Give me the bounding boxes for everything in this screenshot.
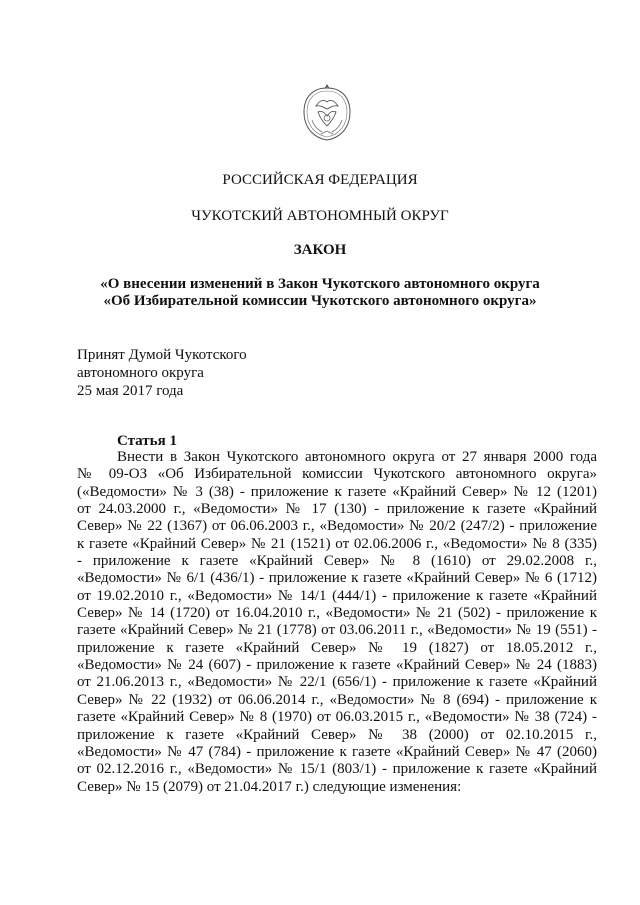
article-body-line: Север» № 15 (2079) от 21.04.2017 г.) следующие изменения: xyxy=(77,778,462,795)
chukotka-coat-of-arms-icon xyxy=(294,82,360,144)
article-body-line: к газете «Крайний Север» № 21 (1521) от 02.06.2006 г., «Ведомости» № 8 (335) xyxy=(77,535,597,552)
region-name: ЧУКОТСКИЙ АВТОНОМНЫЙ ОКРУГ xyxy=(191,208,449,224)
article-body-line: «Ведомости» № 6/1 (436/1) - приложение к газете «Крайний Север» № 6 (1712) xyxy=(77,570,597,587)
article-body-line: «Ведомости» № 24 (607) - приложение к газете «Крайний Север» № 24 (1883) xyxy=(77,657,597,674)
article-body-line: от 02.12.2016 г., «Ведомости» № 15/1 (803/1) - приложение к газете «Крайний xyxy=(77,761,597,778)
article-body-line: № 09-ОЗ «Об Избирательной комиссии Чукотского автономного округа» xyxy=(77,466,597,483)
law-title-line: «Об Избирательной комиссии Чукотского автономного округа» xyxy=(103,293,537,309)
article-body-line: Север» № 22 (1932) от 06.06.2014 г., «Ведомости» № 8 (694) - приложение к xyxy=(77,691,597,708)
adoption-info xyxy=(77,346,247,400)
country-name: РОССИЙСКАЯ ФЕДЕРАЦИЯ xyxy=(222,172,418,188)
article-body-line: от 24.03.2000 г., «Ведомости» № 17 (130) - приложение к газете «Крайний xyxy=(77,501,597,518)
article-body-line: газете «Крайний Север» № 8 (1970) от 06.03.2015 г., «Ведомости» № 38 (724) - xyxy=(77,709,597,726)
article-body-line: приложение к газете «Крайний Север» № 38 (2000) от 02.10.2015 г., xyxy=(77,726,597,743)
article-body xyxy=(77,449,597,796)
article-body-line: («Ведомости» № 3 (38) - приложение к газете «Крайний Север» № 12 (1201) xyxy=(77,483,597,500)
article-body-line: Север» № 14 (1720) от 16.04.2010 г., «Ведомости» № 21 (502) - приложение к xyxy=(77,605,597,622)
article-body-line: от 19.02.2010 г., «Ведомости» № 14/1 (444/1) - приложение к газете «Крайний xyxy=(77,587,597,604)
article-body-line: от 21.06.2013 г., «Ведомости» № 22/1 (656/1) - приложение к газете «Крайний xyxy=(77,674,597,691)
article-body-line: Север» № 22 (1367) от 06.06.2003 г., «Ведомости» № 20/2 (247/2) - приложение xyxy=(77,518,597,535)
adoption-info-line: Принят Думой Чукотского xyxy=(77,347,247,363)
adoption-info-line: автономного округа xyxy=(77,365,204,381)
article-body-line: газете «Крайний Север» № 21 (1778) от 03.06.2011 г., «Ведомости» № 19 (551) - xyxy=(77,622,597,639)
article-body-line: приложение к газете «Крайний Север» № 19 (1827) от 18.05.2012 г., xyxy=(77,639,597,656)
article-heading: Статья 1 xyxy=(117,433,177,449)
document-type: ЗАКОН xyxy=(293,242,347,258)
article-body-line: Внести в Закон Чукотского автономного округа от 27 января 2000 года xyxy=(117,449,597,465)
law-title-line: «О внесении изменений в Закон Чукотского автономного округа xyxy=(100,276,540,292)
article-body-line: - приложение к газете «Крайний Север» № 8 (1610) от 29.02.2008 г., xyxy=(77,553,597,570)
article-body-line: «Ведомости» № 47 (784) - приложение к газете «Крайний Север» № 47 (2060) xyxy=(77,743,597,760)
adoption-date: 25 мая 2017 года xyxy=(77,383,184,399)
